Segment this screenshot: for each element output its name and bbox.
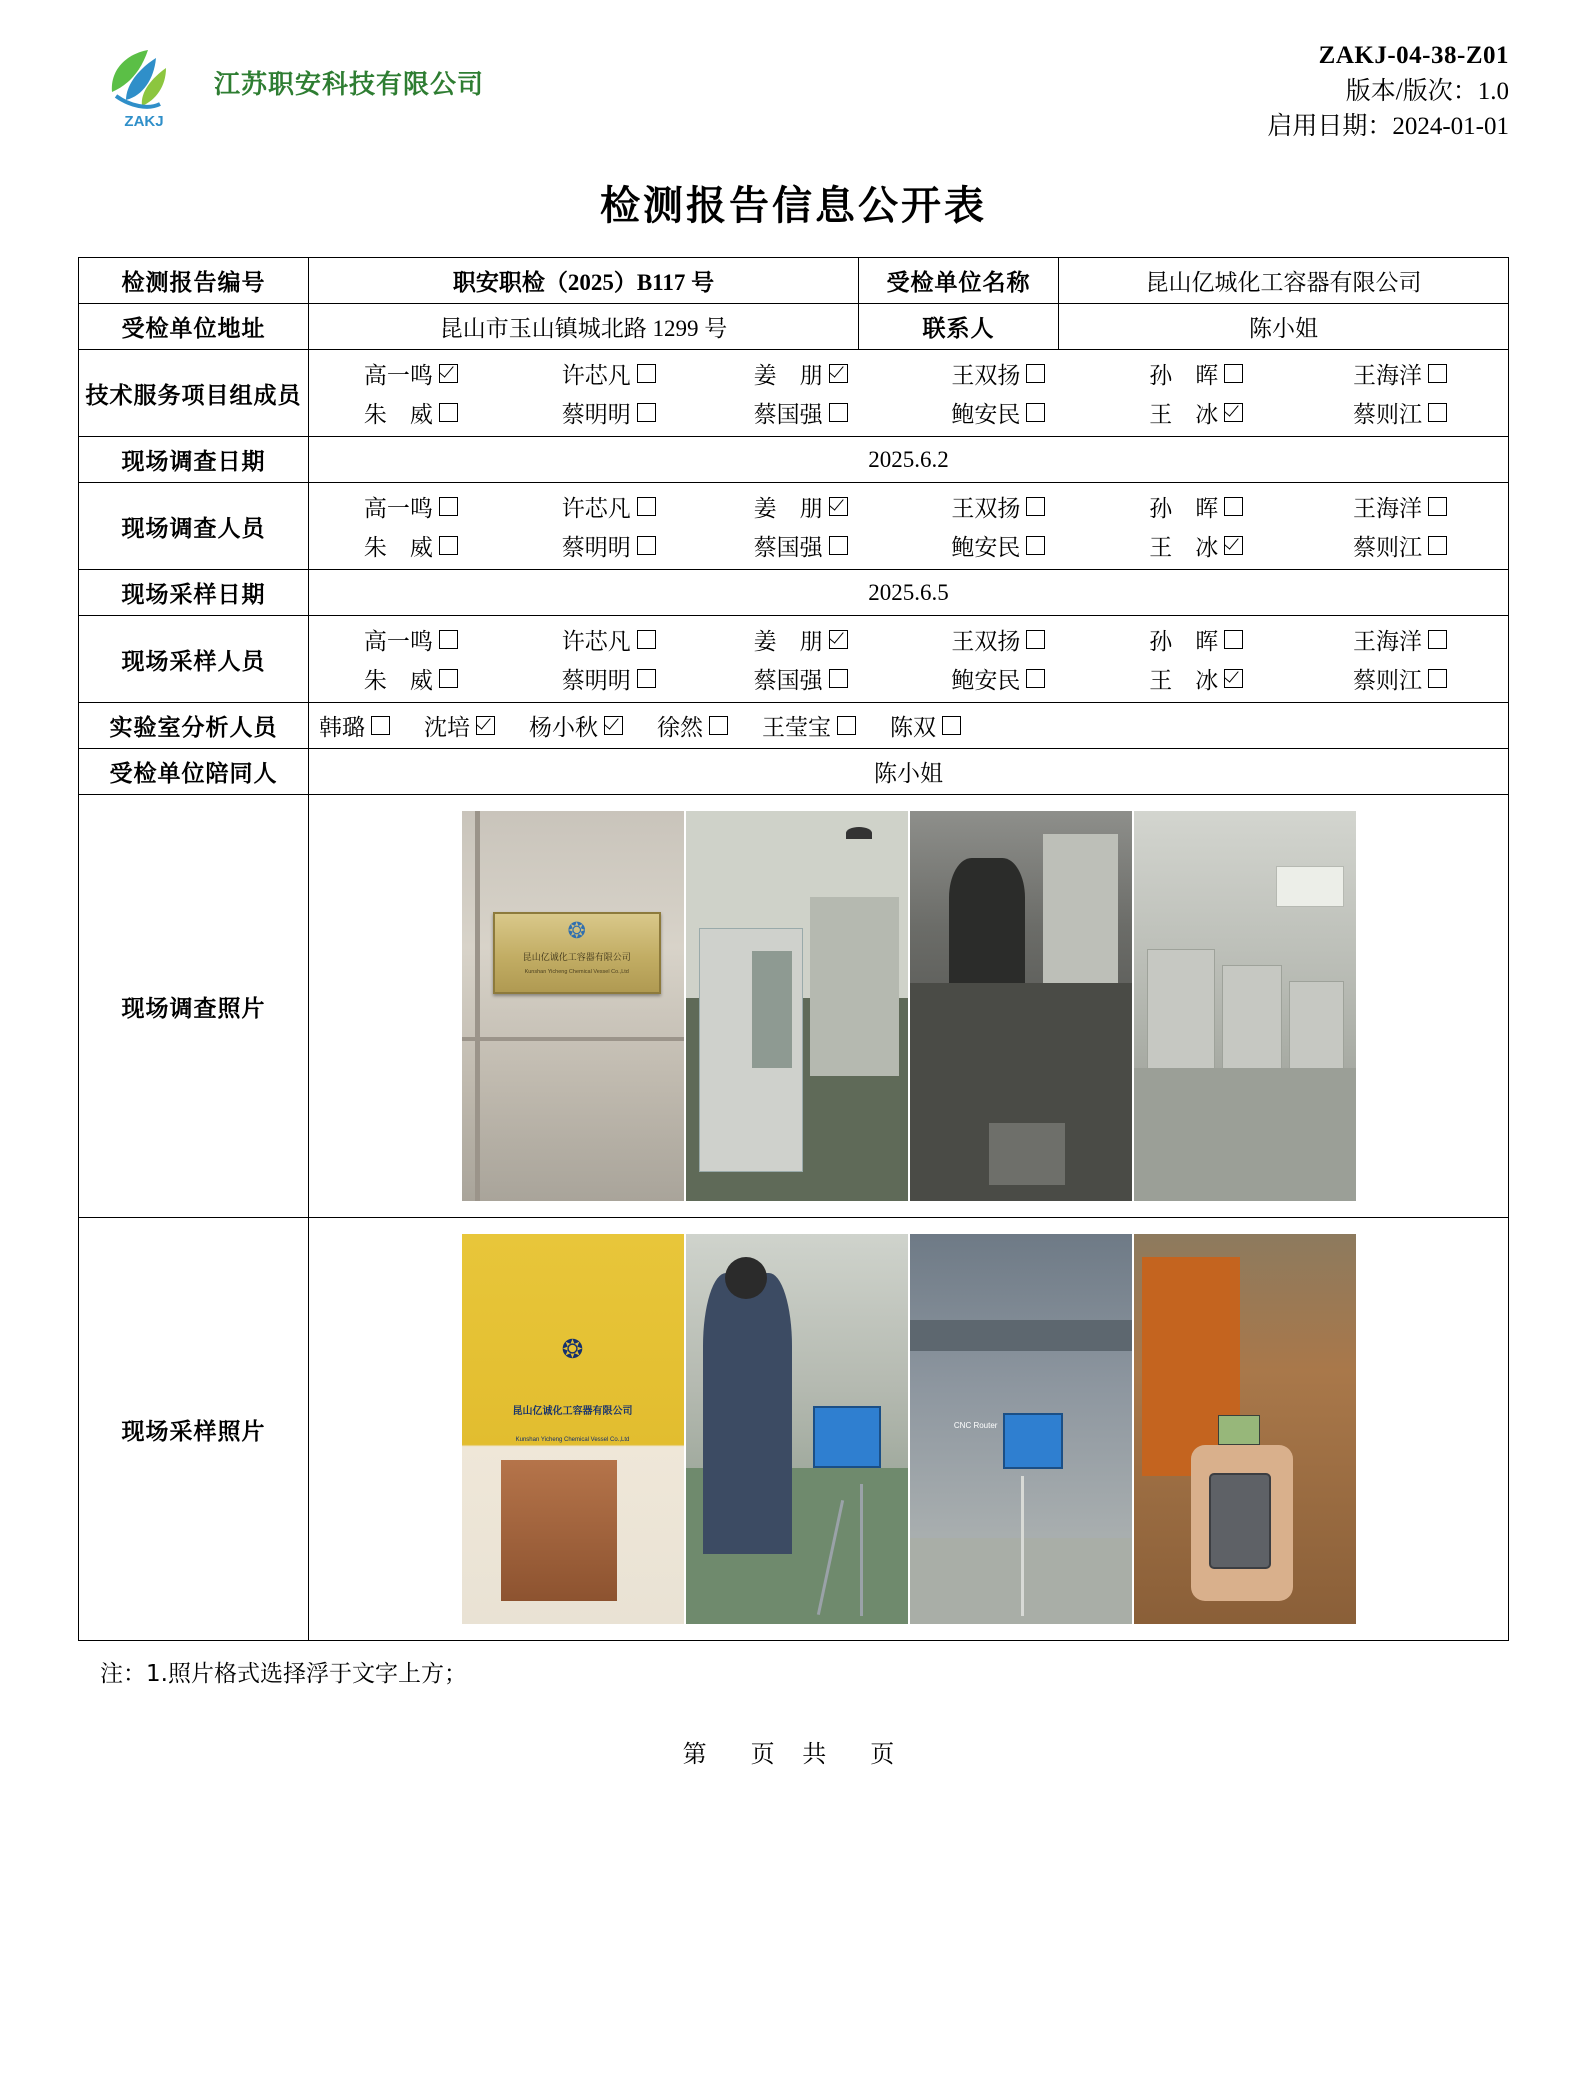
sampling-staff-row-2 [309,659,1508,698]
checkbox-item[interactable] [657,709,728,742]
bench-grid [989,1123,1064,1185]
sampling-pump-device [813,1406,881,1468]
checkbox-item[interactable] [896,529,1100,562]
person-name: 朱 威 [363,402,433,427]
person-name: 蔡则江 [1353,668,1423,693]
table-row [79,483,1509,570]
photo-lobby-signboard [462,1234,684,1624]
person-name: 孙 晖 [1149,496,1219,521]
checkbox[interactable] [1224,536,1243,555]
sampling-staff-checklist [309,616,1509,703]
person-name: 高一鸣 [363,496,433,521]
checkbox-item[interactable] [1292,529,1508,562]
person-name: 蔡则江 [1353,402,1423,427]
worker-silhouette [703,1273,792,1554]
table-row [79,350,1509,437]
label-team-members: 技术服务项目组成员 [79,350,309,437]
person-name: 朱 威 [363,668,433,693]
checkbox[interactable] [371,716,390,735]
brand-block [78,34,484,130]
person-name: 王海洋 [1353,496,1423,521]
person-name: 朱 威 [363,535,433,560]
checkbox-item[interactable] [896,357,1100,390]
machine-unit [1147,949,1216,1084]
label-client-address: 受检单位地址 [79,304,309,350]
checkbox-item[interactable] [1292,396,1508,429]
checkbox[interactable] [829,403,848,422]
checkbox-item[interactable] [513,357,705,390]
checkbox[interactable] [439,536,458,555]
checkbox[interactable] [439,630,458,649]
checkbox-item[interactable] [309,396,513,429]
checkbox-item[interactable] [319,709,390,742]
photo-machine-row [1134,811,1356,1201]
person-name: 姜 朋 [753,629,823,654]
checkbox[interactable] [1224,630,1243,649]
lobby-sign-chinese-text: 昆山亿诚化工容器有限公司 [512,1405,633,1417]
checkbox-item[interactable] [309,529,513,562]
value-survey-date: 2025.6.2 [309,437,1509,483]
checkbox[interactable] [829,497,848,516]
checkbox-item[interactable] [705,662,897,695]
survey-photos-cell [309,795,1509,1218]
photo-worker-at-bench [910,811,1132,1201]
document-effective-date: 启用日期：2024-01-01 [1267,113,1509,140]
signboard-plate [493,912,661,994]
reception-desk [501,1460,616,1600]
person-name: 蔡则江 [1353,535,1423,560]
team-members-row-1 [309,354,1508,393]
company-emblem-icon: ❂ [567,919,586,945]
person-name: 蔡国强 [753,668,823,693]
checkbox-item[interactable] [705,396,897,429]
person-name: 姜 朋 [753,496,823,521]
company-logo-icon [96,34,192,130]
person-name: 高一鸣 [363,363,433,388]
signboard-chinese-text: 昆山亿诚化工容器有限公司 [522,953,631,964]
lab-analysts-row [309,705,1508,746]
person-name: 许芯凡 [561,363,631,388]
checkbox-item[interactable] [1100,623,1292,656]
label-client-escort: 受检单位陪同人 [79,749,309,795]
document-header [78,34,1509,152]
checkbox-item[interactable] [762,709,856,742]
person-name: 王海洋 [1353,363,1423,388]
control-panel [1043,834,1118,990]
value-report-no: 职安职检（2025）B117 号 [309,258,859,304]
survey-staff-checklist [309,483,1509,570]
value-contact: 陈小姐 [1059,304,1509,350]
table-row [79,703,1509,749]
person-name: 高一鸣 [363,629,433,654]
checkbox[interactable] [1224,364,1243,383]
checkbox-item[interactable] [309,623,513,656]
checkbox-item[interactable] [1292,662,1508,695]
wall-crack [462,1037,684,1041]
checkbox[interactable] [1428,669,1447,688]
lobby-sign-english-text: Kunshan Yicheng Chemical Vessel Co.,Ltd [515,1436,630,1443]
person-name: 鲍安民 [951,668,1021,693]
team-members-row-2 [309,393,1508,432]
checkbox[interactable] [637,403,656,422]
checkbox[interactable] [1224,669,1243,688]
label-report-no: 检测报告编号 [79,258,309,304]
checkbox-item[interactable] [890,709,961,742]
person-name: 姜 朋 [753,363,823,388]
ceiling-beam [910,1320,1132,1351]
sampling-pump-device [1003,1413,1063,1469]
workshop-floor [1134,1068,1356,1201]
checkbox[interactable] [837,716,856,735]
person-name: 蔡国强 [753,402,823,427]
checkbox-item[interactable] [1100,490,1292,523]
person-name: 蔡国强 [753,535,823,560]
person-name: 王海洋 [1353,629,1423,654]
photo-sampling-device-workshop [910,1234,1132,1624]
worker-silhouette [949,858,1024,991]
label-survey-photos: 现场调查照片 [79,795,309,1218]
checkbox-item[interactable] [1100,396,1292,429]
checkbox[interactable] [439,364,458,383]
checkbox-item[interactable] [1100,357,1292,390]
label-client-name: 受检单位名称 [859,258,1059,304]
person-name: 蔡明明 [561,535,631,560]
checkbox-item[interactable] [513,396,705,429]
person-name: 王双扬 [951,363,1021,388]
workshop-machine [810,897,899,1076]
checkbox-item[interactable] [896,396,1100,429]
person-name: 王双扬 [951,496,1021,521]
document-meta [1267,34,1509,145]
checkbox[interactable] [439,497,458,516]
signboard-english-text: Kunshan Yicheng Chemical Vessel Co.,Ltd [524,968,629,975]
sampling-staff-row-1 [309,620,1508,659]
checkbox[interactable] [1026,536,1045,555]
table-row [79,616,1509,703]
checkbox-item[interactable] [896,662,1100,695]
checkbox-item[interactable] [705,490,897,523]
value-client-address: 昆山市玉山镇城北路 1299 号 [309,304,859,350]
checkbox-item[interactable] [309,662,513,695]
checkbox-item[interactable] [424,709,495,742]
checkbox-item[interactable] [1292,357,1508,390]
checkbox-item[interactable] [513,623,705,656]
person-name: 韩璐 [319,715,365,740]
label-sampling-date: 现场采样日期 [79,570,309,616]
survey-staff-row-2 [309,526,1508,565]
person-name: 王 冰 [1149,668,1219,693]
company-emblem-icon: ❂ [561,1335,584,1366]
value-client-escort: 陈小姐 [309,749,1509,795]
label-sampling-staff: 现场采样人员 [79,616,309,703]
person-name: 孙 晖 [1149,363,1219,388]
checkbox[interactable] [829,536,848,555]
workshop-cabinet-panel [752,951,792,1068]
photo-sampling-worker [686,1234,908,1624]
checkbox[interactable] [637,497,656,516]
label-sampling-photos: 现场采样照片 [79,1218,309,1641]
person-name: 徐然 [657,715,703,740]
meter-display [1218,1415,1260,1445]
checkbox[interactable] [637,536,656,555]
checkbox-item[interactable] [1100,662,1292,695]
checkbox-item[interactable] [896,490,1100,523]
wall-notice-board [1276,866,1345,907]
checkbox[interactable] [1224,403,1243,422]
survey-photo-strip [317,811,1500,1201]
checkbox[interactable] [1428,497,1447,516]
page-title: 检测报告信息公开表 [600,183,987,229]
table-note: 注：1.照片格式选择浮于文字上方； [100,1661,467,1687]
table-row [79,1218,1509,1641]
machine-label: CNC Router [953,1421,998,1431]
checkbox[interactable] [709,716,728,735]
checkbox[interactable] [1026,497,1045,516]
label-lab-analysts: 实验室分析人员 [79,703,309,749]
person-name: 鲍安民 [951,402,1021,427]
person-name: 王 冰 [1149,402,1219,427]
person-name: 孙 晖 [1149,629,1219,654]
person-name: 陈双 [890,715,936,740]
checkbox-item[interactable] [896,623,1100,656]
checkbox[interactable] [1026,630,1045,649]
checkbox-item[interactable] [513,662,705,695]
checkbox[interactable] [637,630,656,649]
team-members-checklist [309,350,1509,437]
tripod-leg [860,1484,863,1617]
person-name: 蔡明明 [561,668,631,693]
document-version: 版本/版次：1.0 [1345,77,1509,105]
photo-company-signboard [462,811,684,1201]
person-name: 王莹宝 [762,715,831,740]
checkbox[interactable] [1026,403,1045,422]
checkbox[interactable] [1428,403,1447,422]
checkbox[interactable] [476,716,495,735]
checkbox[interactable] [942,716,961,735]
table-row [79,304,1509,350]
photo-handheld-meter [1134,1234,1356,1624]
page-footer: 第 页 共 页 [682,1740,905,1768]
value-sampling-date: 2025.6.5 [309,570,1509,616]
checkbox[interactable] [637,364,656,383]
checkbox[interactable] [829,364,848,383]
checkbox[interactable] [829,630,848,649]
checkbox-item[interactable] [309,357,513,390]
checkbox[interactable] [829,669,848,688]
label-survey-date: 现场调查日期 [79,437,309,483]
person-name: 王双扬 [951,629,1021,654]
survey-staff-row-1 [309,487,1508,526]
sampling-photo-strip [317,1234,1500,1624]
checkbox-item[interactable] [513,490,705,523]
checkbox[interactable] [1428,536,1447,555]
machine-unit [1222,965,1282,1084]
checkbox-item[interactable] [1292,623,1508,656]
label-survey-staff: 现场调查人员 [79,483,309,570]
checkbox[interactable] [1428,630,1447,649]
checkbox-item[interactable] [309,490,513,523]
label-contact: 联系人 [859,304,1059,350]
checkbox[interactable] [1026,669,1045,688]
checkbox[interactable] [1428,364,1447,383]
person-name: 王 冰 [1149,535,1219,560]
checkbox[interactable] [637,669,656,688]
handheld-meter-device [1209,1473,1271,1569]
company-name: 江苏职安科技有限公司 [214,69,485,100]
person-name: 杨小秋 [529,715,598,740]
tripod-leg [1021,1476,1024,1616]
checkbox-item[interactable] [705,529,897,562]
checkbox[interactable] [439,669,458,688]
ceiling-lamp [846,827,872,839]
checkbox-item[interactable] [705,357,897,390]
photo-workshop-cabinet [686,811,908,1201]
wall-crack [475,811,480,1201]
table-row [79,749,1509,795]
checkbox[interactable] [1026,364,1045,383]
document-code: ZAKJ-04-38-Z01 [1318,42,1509,69]
checkbox[interactable] [439,403,458,422]
logo-text: ZAKJ [124,113,164,130]
report-info-table [78,257,1509,1641]
table-row [79,570,1509,616]
checkbox-item[interactable] [513,529,705,562]
person-name: 蔡明明 [561,402,631,427]
person-name: 许芯凡 [561,629,631,654]
checkbox-item[interactable] [705,623,897,656]
sampling-photos-cell [309,1218,1509,1641]
person-name: 鲍安民 [951,535,1021,560]
table-row [79,258,1509,304]
checkbox[interactable] [604,716,623,735]
checkbox-item[interactable] [529,709,623,742]
checkbox[interactable] [1224,497,1243,516]
table-row [79,437,1509,483]
checkbox-item[interactable] [1100,529,1292,562]
lab-analysts-checklist [309,703,1509,749]
person-name: 沈培 [424,715,470,740]
value-client-name: 昆山亿城化工容器有限公司 [1059,258,1509,304]
table-row [79,795,1509,1218]
checkbox-item[interactable] [1292,490,1508,523]
person-name: 许芯凡 [561,496,631,521]
